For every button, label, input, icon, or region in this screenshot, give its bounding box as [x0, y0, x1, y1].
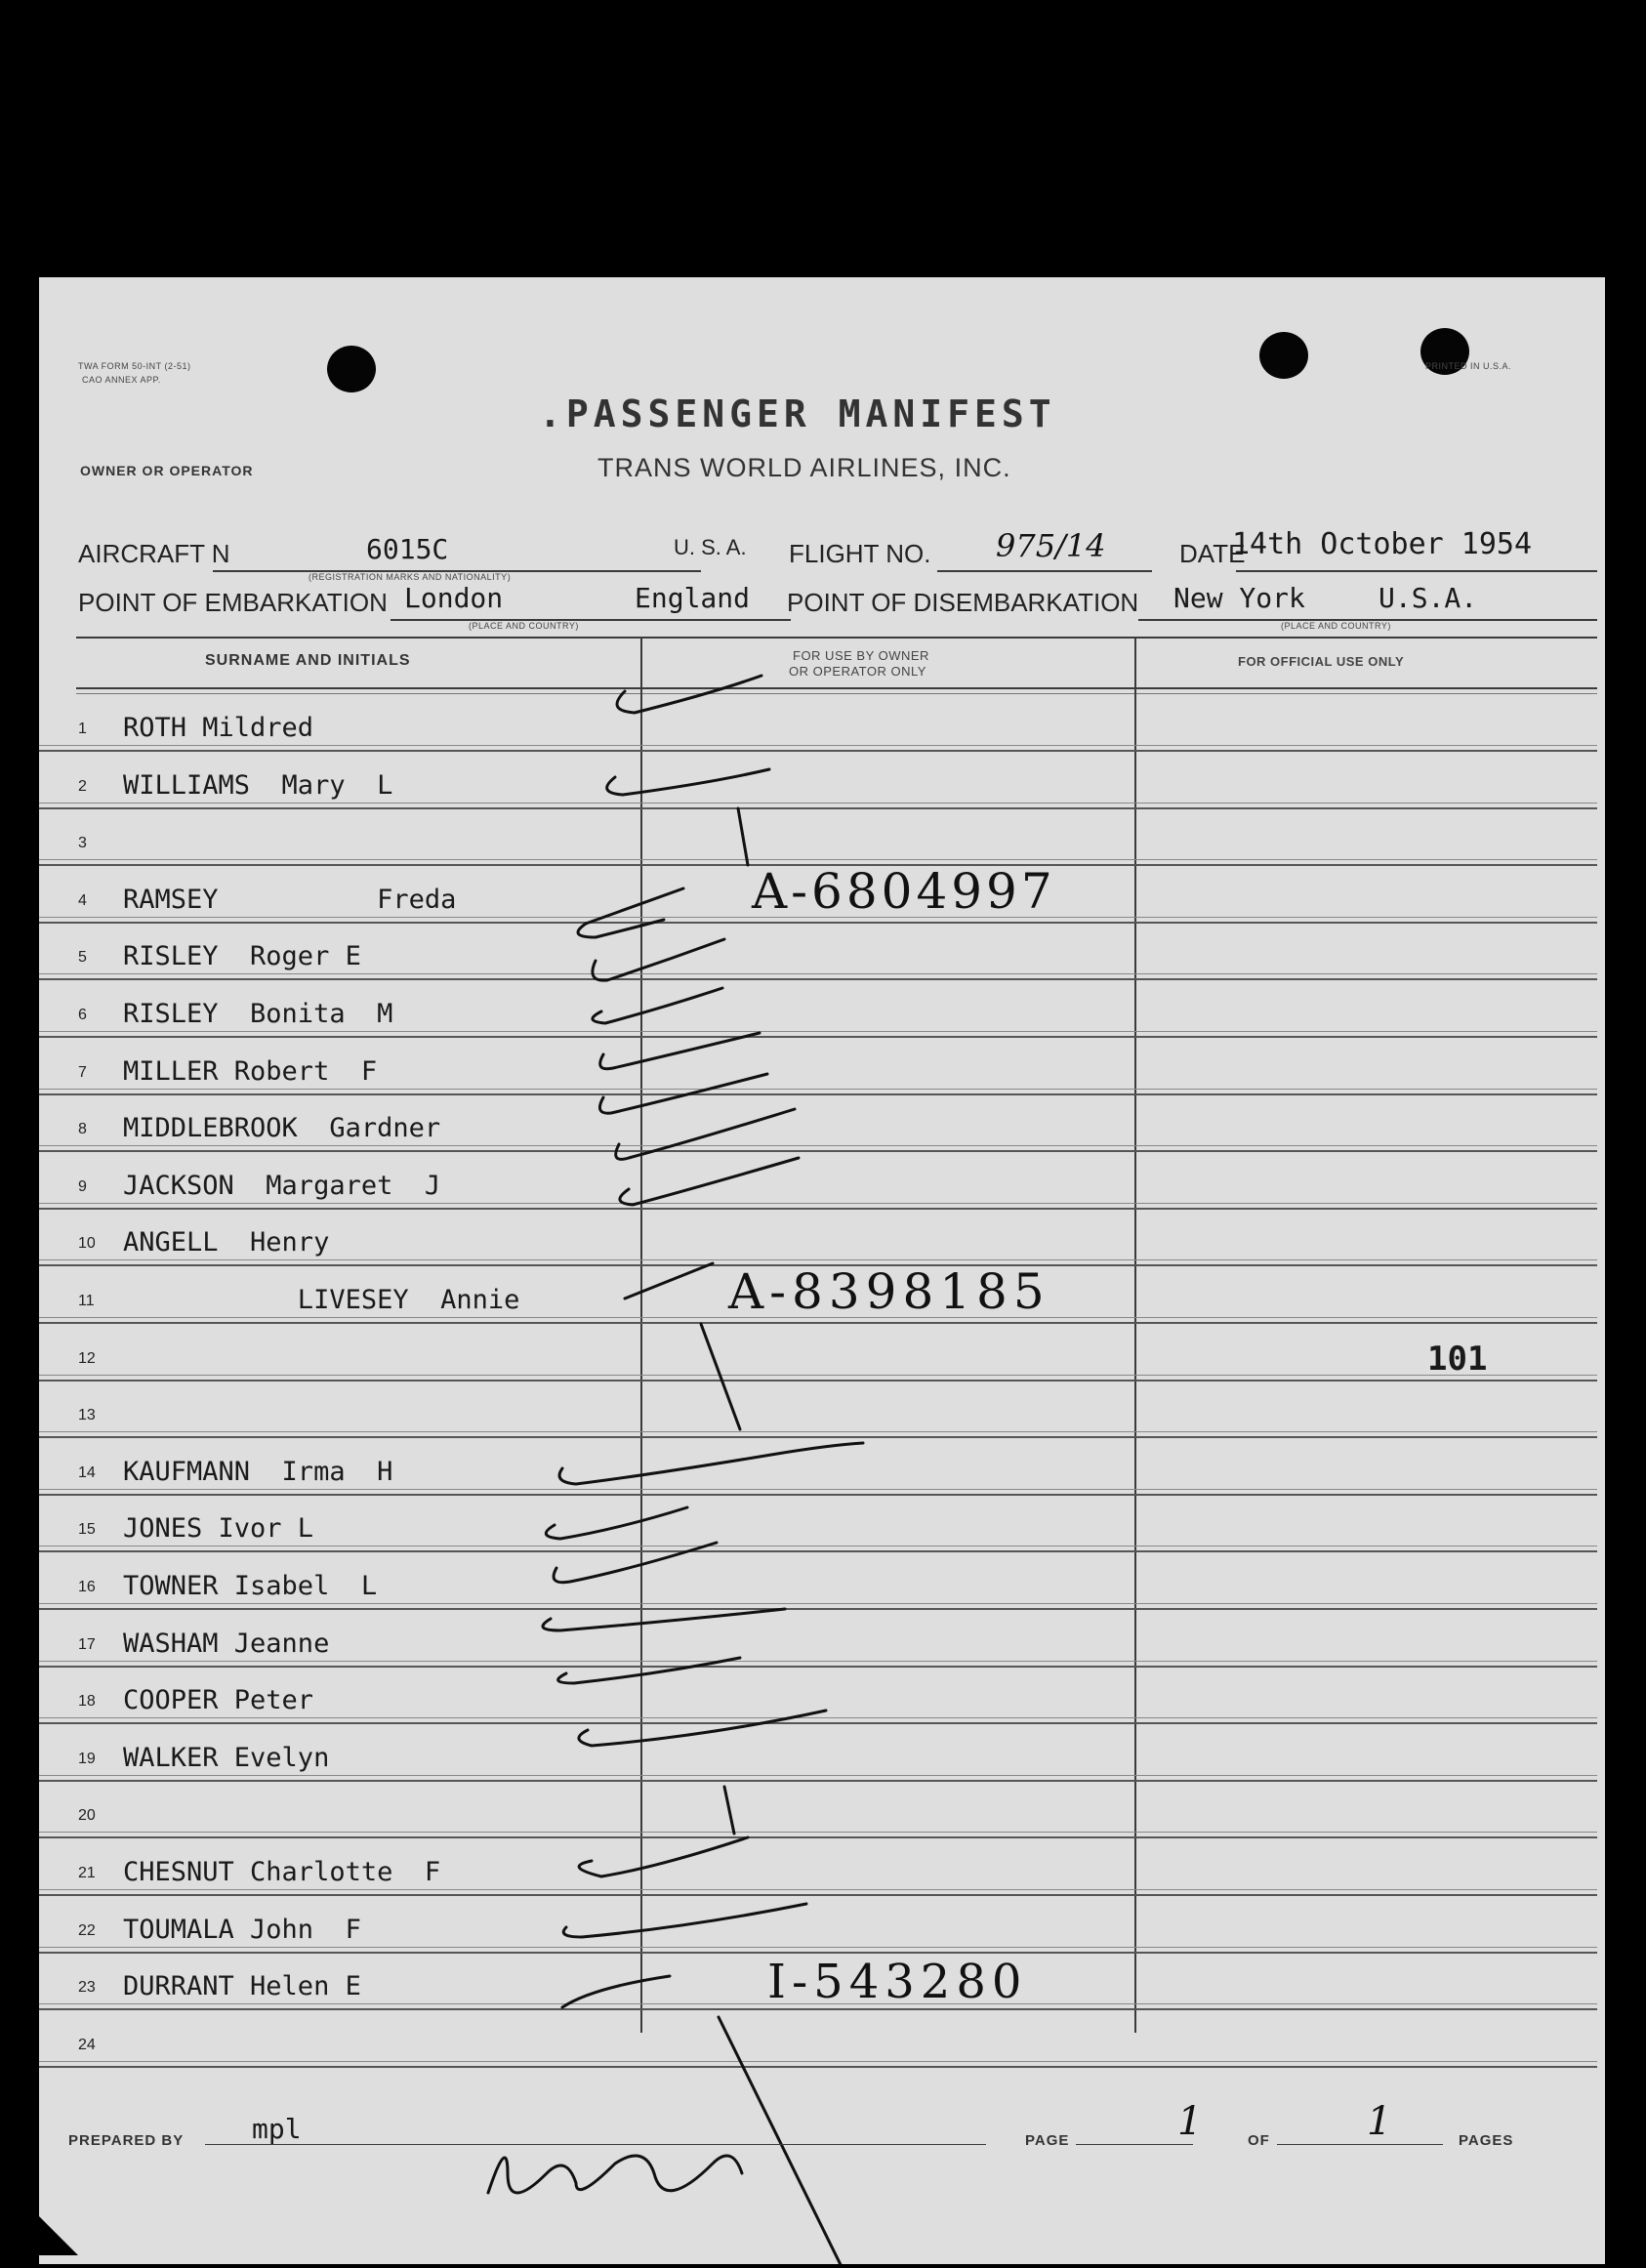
- row-number: 2: [78, 777, 87, 795]
- form-code-2: CAO ANNEX APP.: [82, 375, 161, 385]
- printed-in: PRINTED IN U.S.A.: [1425, 361, 1512, 371]
- row23-number: I-543280: [767, 1955, 1028, 2009]
- passenger-name: RISLEY Roger E: [123, 941, 361, 972]
- passenger-name: CHESNUT Charlotte F: [123, 1857, 441, 1887]
- official-mark: 101: [1427, 1340, 1488, 1379]
- passenger-name: ANGELL Henry: [123, 1227, 330, 1258]
- embark-label: POINT OF EMBARKATION: [78, 588, 388, 617]
- col-official-use: FOR OFFICIAL USE ONLY: [1238, 654, 1405, 669]
- usa-label: U. S. A.: [674, 535, 747, 559]
- prepared-value: mpl: [252, 2113, 302, 2145]
- passenger-name: TOUMALA John F: [123, 1914, 361, 1945]
- embark-country: England: [635, 582, 751, 614]
- airline-name: TRANS WORLD AIRLINES, INC.: [597, 453, 1011, 482]
- date-label: DATE: [1179, 539, 1246, 568]
- embark-place: London: [404, 582, 504, 614]
- row-number: 5: [78, 949, 87, 967]
- passenger-name: KAUFMANN Irma H: [123, 1456, 393, 1487]
- row-number: 19: [78, 1750, 96, 1767]
- of-label: OF: [1248, 2132, 1270, 2149]
- row-number: 7: [78, 1063, 87, 1081]
- row-number: 10: [78, 1235, 96, 1253]
- row-number: 4: [78, 891, 87, 909]
- passenger-name: JONES Ivor L: [123, 1513, 314, 1545]
- row-number: 22: [78, 1921, 96, 1939]
- row-number: 21: [78, 1865, 96, 1881]
- row11-number: A-8398185: [728, 1263, 1050, 1320]
- row-number: 15: [78, 1521, 96, 1539]
- row-number: 3: [78, 835, 87, 852]
- row-number: 18: [78, 1693, 96, 1711]
- aircraft-label: AIRCRAFT N: [78, 539, 230, 568]
- embark-note: (PLACE AND COUNTRY): [469, 621, 579, 631]
- passenger-name: RISLEY Bonita M: [123, 999, 393, 1029]
- passenger-name: WILLIAMS Mary L: [123, 769, 393, 801]
- flight-label: FLIGHT NO.: [789, 539, 931, 568]
- aircraft-value: 6015C: [366, 533, 449, 565]
- prepared-label: PREPARED BY: [68, 2132, 185, 2149]
- passenger-name: RAMSEY Freda: [123, 884, 457, 915]
- passenger-name: LIVESEY Annie: [123, 1285, 520, 1315]
- page-title: .PASSENGER MANIFEST: [539, 392, 1056, 435]
- row-number: 20: [78, 1807, 96, 1825]
- row-number: 8: [78, 1121, 87, 1138]
- pages-label: PAGES: [1459, 2132, 1514, 2149]
- row-number: 24: [78, 2036, 96, 2053]
- col-surname: SURNAME AND INITIALS: [205, 652, 411, 669]
- passenger-name: MILLER Robert F: [123, 1055, 378, 1087]
- row-number: 12: [78, 1349, 96, 1367]
- passenger-name: TOWNER Isabel L: [123, 1571, 378, 1601]
- disembark-label: POINT OF DISEMBARKATION: [787, 588, 1139, 617]
- registration-note: (REGISTRATION MARKS AND NATIONALITY): [309, 572, 512, 582]
- flight-value: 975/14: [996, 527, 1106, 564]
- row-number: 9: [78, 1177, 87, 1195]
- date-value: 14th October 1954: [1232, 527, 1533, 561]
- page-label: PAGE: [1025, 2132, 1070, 2149]
- passenger-name: WALKER Evelyn: [123, 1742, 330, 1773]
- page-value: 1: [1177, 2099, 1203, 2144]
- passenger-name: WASHAM Jeanne: [123, 1628, 330, 1659]
- passenger-name: DURRANT Helen E: [123, 1971, 361, 2002]
- row-number: 13: [78, 1407, 96, 1424]
- row-number: 1: [78, 721, 87, 737]
- col-owner-use-1: FOR USE BY OWNER: [793, 648, 929, 663]
- form-code-1: TWA FORM 50-INT (2-51): [78, 361, 191, 371]
- passenger-name: JACKSON Margaret J: [123, 1170, 441, 1201]
- disembark-note: (PLACE AND COUNTRY): [1281, 621, 1391, 631]
- disembark-country: U.S.A.: [1379, 582, 1478, 614]
- manifest-sheet: [39, 277, 1605, 2264]
- row-number: 6: [78, 1007, 87, 1023]
- of-value: 1: [1367, 2099, 1392, 2144]
- check-marks: [39, 277, 1605, 2264]
- passenger-name: COOPER Peter: [123, 1685, 314, 1716]
- col-owner-use-2: OR OPERATOR ONLY: [789, 664, 926, 679]
- passenger-name: MIDDLEBROOK Gardner: [123, 1113, 441, 1144]
- row-number: 23: [78, 1979, 96, 1997]
- owner-label: OWNER OR OPERATOR: [80, 463, 254, 478]
- passenger-name: ROTH Mildred: [123, 713, 314, 743]
- row-number: 16: [78, 1579, 96, 1595]
- row-number: 14: [78, 1464, 96, 1481]
- folded-corner: [39, 2216, 78, 2255]
- row-number: 17: [78, 1635, 96, 1653]
- disembark-place: New York: [1173, 582, 1305, 614]
- row4-number: A-6804997: [752, 863, 1056, 920]
- row-number: 11: [78, 1293, 95, 1309]
